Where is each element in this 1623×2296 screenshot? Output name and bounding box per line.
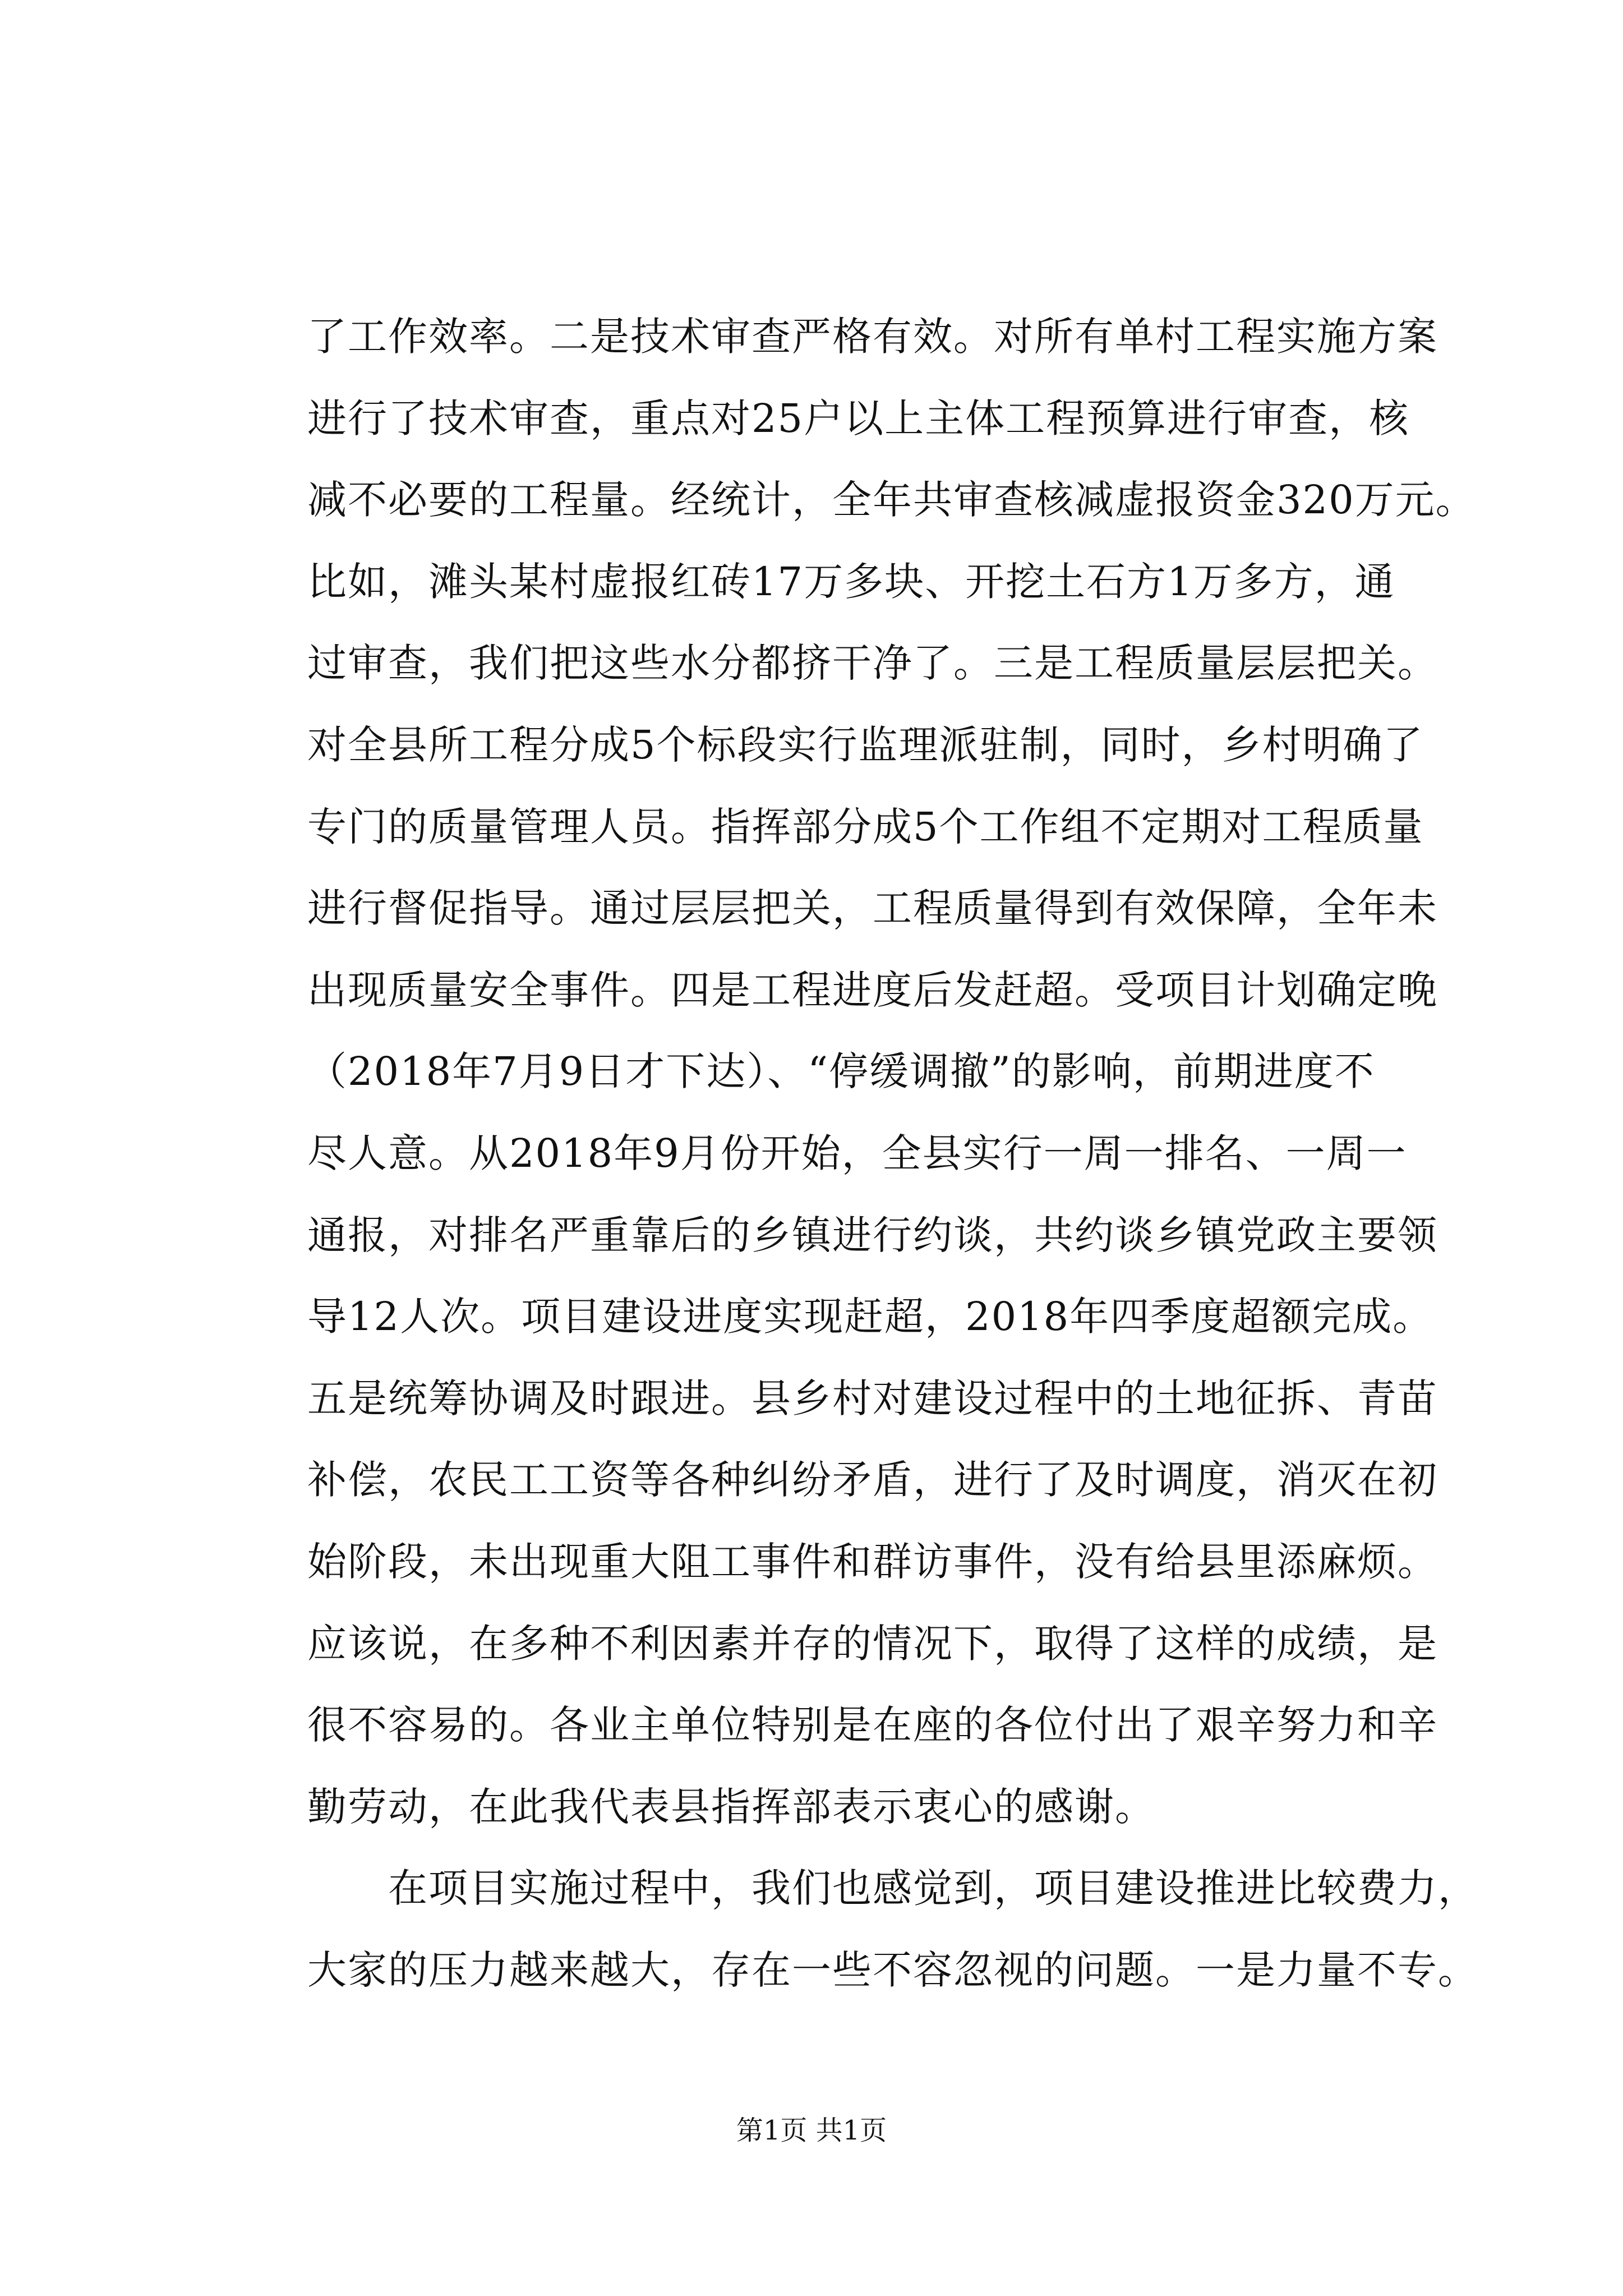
text-line: 进行督促指导。通过层层把关，工程质量得到有效保障，全年未 [307, 885, 1438, 932]
text-line: 了工作效率。二是技术审查严格有效。对所有单村工程实施方案 [307, 314, 1438, 360]
text-line: 导12人次。项目建设进度实现赶超，2018年四季度超额完成。 [307, 1294, 1433, 1340]
text-line: 对全县所工程分成5个标段实行监理派驻制，同时，乡村明确了 [307, 721, 1424, 768]
text-line: 过审查，我们把这些水分都挤干净了。三是工程质量层层把关。 [307, 640, 1438, 687]
text-line: （2018年7月9日才下达）、“停缓调撤”的影响，前期进度不 [307, 1048, 1375, 1095]
text-line: 在项目实施过程中，我们也感觉到，项目建设推进比较费力， [307, 1865, 1478, 1912]
text-line: 尽人意。从2018年9月份开始，全县实行一周一排名、一周一 [307, 1130, 1407, 1176]
text-line: 比如，滩头某村虚报红砖17万多块、开挖土石方1万多方，通 [307, 558, 1395, 605]
text-line: 出现质量安全事件。四是工程进度后发赶超。受项目计划确定晚 [307, 967, 1438, 1013]
text-line: 补偿，农民工工资等各种纠纷矛盾，进行了及时调度，消灭在初 [307, 1457, 1438, 1503]
page-footer: 第1页 共1页 [736, 2115, 887, 2146]
text-line: 专门的质量管理人员。指挥部分成5个工作组不定期对工程质量 [307, 803, 1424, 850]
text-line: 应该说，在多种不利因素并存的情况下，取得了这样的成绩，是 [307, 1620, 1438, 1667]
text-line: 勤劳动，在此我代表县指挥部表示衷心的感谢。 [307, 1783, 1155, 1830]
text-line: 始阶段，未出现重大阻工事件和群访事件，没有给县里添麻烦。 [307, 1538, 1438, 1585]
text-line: 进行了技术审查，重点对25户以上主体工程预算进行审查，核 [307, 395, 1410, 441]
body-text [307, 296, 1478, 2011]
text-line: 很不容易的。各业主单位特别是在座的各位付出了艰辛努力和辛 [307, 1702, 1438, 1749]
text-line: 大家的压力越来越大，存在一些不容忽视的问题。一是力量不专。 [307, 1947, 1478, 1993]
text-line: 通报，对排名严重靠后的乡镇进行约谈，共约谈乡镇党政主要领 [307, 1212, 1438, 1258]
text-line: 减不必要的工程量。经统计，全年共审查核减虚报资金320万元。 [307, 477, 1476, 523]
text-line: 五是统筹协调及时跟进。县乡村对建设过程中的土地征拆、青苗 [307, 1375, 1438, 1421]
